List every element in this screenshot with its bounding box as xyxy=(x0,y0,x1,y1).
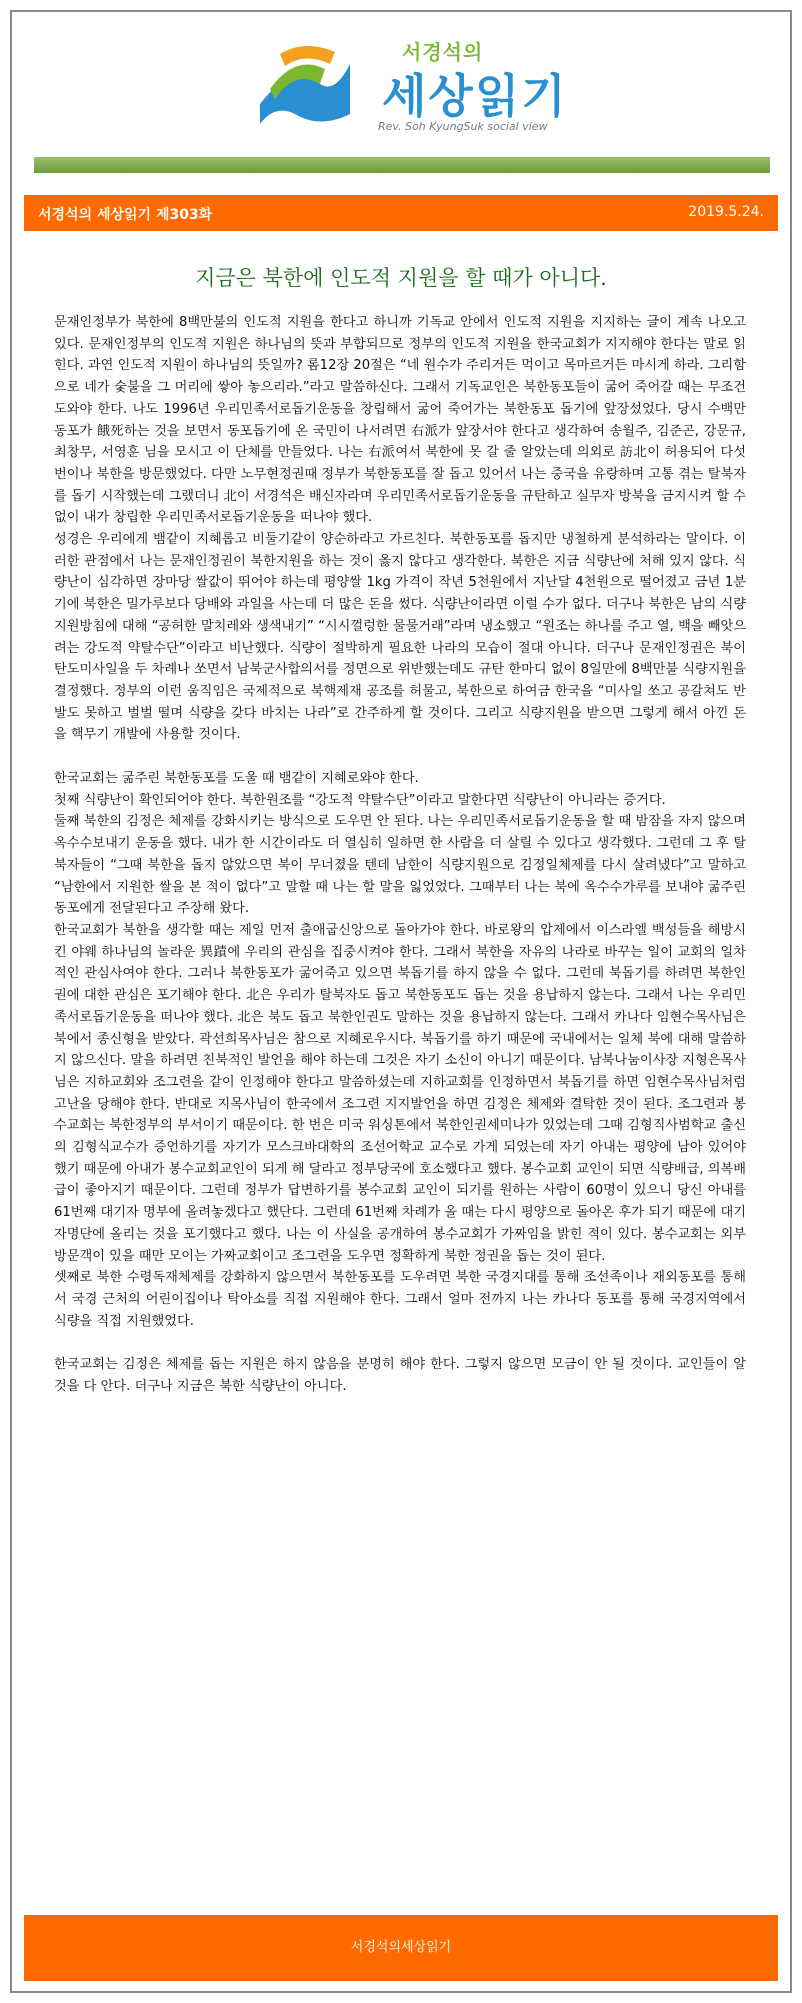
book-logo-icon xyxy=(250,34,380,144)
article-paragraph: 성경은 우리에게 뱀같이 지혜롭고 비둘기같이 양순하라고 가르친다. 북한동포를 돕지만 냉철하게 분석하라는 말이다. 이러한 관점에서 나는 문재인정권이 북한지원을 하는 것이 옳지 않다고 생각한다. 북한은 지금 식량난에 처해 있지 않다. 식량난이 심각하면 장마당 쌀값이 뛰어야 하는데 평양쌀 1kg 가격이 작년 5천원에서 지난달 4천원으로 떨어졌고 금년 1분기에 북한은 밀가루보다 당배와 과일을 사는데 더 많은 돈을 썼다. 식량난이라면 이럴 수가 없다. 더구나 북한은 남의 식량지원방침에 대해 “공허한 말치레와 생색내기” “시시껄렁한 물물거래”라며 냉소했고 “원조는 하나를 주고 열, 백을 빼앗으려는 강도적 약탈수단”이라고 비난했다. 식량이 절박하게 필요한 나라의 모습이 절대 아니다. 더구나 문재인정권은 북이 탄도미사일을 두 차례나 쏘면서 남북군사합의서를 정면으로 위반했는데도 규탄 한마디 없이 8일만에 8백만불 식량지원을 결정했다. 정부의 이런 움직임은 국제적으로 북핵제재 공조를 허물고, 북한으로 하여금 한국을 “미사일 쏘고 공갈쳐도 반발도 못하고 벌벌 떨며 식량을 갖다 바치는 나라”로 간주하게 할 것이다. 그리고 식량지원을 받으면 그렇게 해서 아낀 돈을 핵무기 개발에 사용할 것이다. xyxy=(54,532,746,743)
logo-big-text: 세상읽기 xyxy=(382,69,568,123)
page-frame xyxy=(10,10,792,1993)
article-paragraph: 첫째 식량난이 확인되어야 한다. 북한원조를 “강도적 약탈수단”이라고 말한다면 식량난이 아니라는 증거다. xyxy=(54,792,666,808)
article-paragraph: 한국교회가 북한을 생각할 때는 제일 먼저 출애굽신앙으로 돌아가야 한다. 바로왕의 압제에서 이스라엘 백성들을 해방시킨 야웨 하나님의 놀라운 異蹟에 우리의 관심을 집중시켜야 한다. 그래서 북한을 자유의 나라로 바꾸는 일이 교회의 일차적인 관심사여야 한다. 그러나 북한동포가 굶어죽고 있으면 북돕기를 하지 않을 수 없다. 그런데 북돕기를 하려면 북한인권에 대한 관심은 포기해야 한다. 北은 우리가 탈북자도 돕고 북한동포도 돕는 것을 용납하지 않는다. 그래서 나는 우리민족서로돕기운동을 떠나야 했다. 北은 북도 돕고 북한인권도 말하는 것을 용납하지 않는다. 그래서 카나다 임현수목사님은 북에서 종신형을 받았다. 곽선희목사님은 참으로 지혜로우시다. 북돕기를 하기 때문에 국내에서는 일체 북에 대해 말씀하지 않으신다. 말을 하려면 친북적인 발언을 해야 하는데 그것은 자기 소신이 아니기 때문이다. 남북나눔이사장 지형은목사님은 지하교회와 조그련을 같이 인정해야 한다고 말씀하셨는데 지하교회를 인정하면서 북돕기를 하면 임현수목사님처럼 고난을 당해야 한다. 반대로 지목사님이 한국에서 조그련 지지발언을 하면 김정은 체제와 결탁한 것이 된다. 조그련과 봉수교회는 북한정부의 부서이기 때문이다. 한 번은 미국 워싱톤에서 북한인권세미나가 있었는데 그때 김형직사범학교 출신의 김형식교수가 증언하기를 자기가 모스크바대학의 조선어학교 교수로 가게 되었는데 자기 아내는 평양에 남아 있어야 했기 때문에 아내가 봉수교회교인이 되게 해 달라고 정부당국에 호소했다고 했다. 봉수교회 교인이 되면 식량배급, 의복배급이 좋아지기 때문이다. 그런데 정부가 답변하기를 봉수교회 교인이 되기를 원하는 사람이 60명이 있으니 당신 아내를 61번째 대기자 명부에 올려놓겠다고 했단다. 그런데 61번째 차례가 올 때는 다시 평양으로 돌아온 후가 되기 때문에 대기자명단에 올리는 것을 포기했다고 했다. 나는 이 사실을 공개하여 봉수교회가 가짜임을 밝힌 적이 있다. 봉수교회는 외부 방문객이 있을 때만 모이는 가짜교회이고 조그련을 도우면 정확하게 북한 정권을 돕는 것이 된다. xyxy=(54,922,746,1264)
article-paragraph: 한국교회는 김정은 체제를 돕는 지원은 하지 않음을 분명히 해야 한다. 그렇지 않으면 모금이 안 될 것이다. 교인들이 알 것을 다 안다. 더구나 지금은 북한 식량난이 아니다. xyxy=(54,1357,746,1395)
article-paragraph: 셋째로 북한 수령독재체제를 강화하지 않으면서 북한동포를 도우려면 북한 국경지대를 통해 조선족이나 재외동포를 통해서 국경 근처의 어린이집이나 탁아소를 직접 지원해야 한다. 그래서 얼마 전까지 나는 카나다 동포를 통해 국경지역에서 식량을 직접 지원했었다. xyxy=(54,1270,746,1329)
footer-bar xyxy=(24,1915,778,1981)
article-body xyxy=(54,312,746,1398)
logo-subtitle: Rev. Soh KyungSuk social view xyxy=(378,120,548,133)
site-header xyxy=(12,12,790,174)
logo[interactable] xyxy=(250,34,580,144)
article-paragraph: 둘째 북한의 김정은 체제를 강화시키는 방식으로 도우면 안 된다. 나는 우리민족서로돕기운동을 할 때 밤잠을 자지 않으며 옥수수보내기 운동을 했다. 내가 한 시간이라도 더 열심히 일하면 한 사람을 더 살릴 수 있다고 생각했다. 그런데 그 후 탈북자들이 “그때 북한을 돕지 않았으면 북이 무너졌을 텐데 남한이 식량지원으로 김정일체제를 다시 살려냈다”고 말하고 “남한에서 지원한 쌀을 본 적이 없다”고 말할 때 나는 할 말을 잃었었다. 그때부터 나는 북에 옥수수가루를 보내야 굶주린 동포에게 전달된다고 주장해 왔다. xyxy=(54,814,746,917)
series-label: 서경석의 세상읽기 제303화 xyxy=(38,207,213,223)
paragraph-gap xyxy=(54,1332,746,1354)
article-paragraph: 한국교회는 굶주린 북한동포를 도울 때 뱀같이 지혜로와야 한다. xyxy=(54,771,419,787)
date-label: 2019.5.24. xyxy=(688,204,764,220)
grass-decoration xyxy=(34,157,770,173)
series-bar xyxy=(24,195,778,231)
paragraph-gap xyxy=(54,746,746,768)
article-paragraph: 문재인정부가 북한에 8백만불의 인도적 지원을 한다고 하니까 기독교 안에서 인도적 지원을 지지하는 글이 계속 나오고 있다. 문재인정부의 인도적 지원은 하나님의 뜻과 부합되므로 정부의 인도적 지원을 한국교회가 지지해야 한다는 말로 읽힌다. 과연 인도적 지원이 하나님의 뜻일까? 롬12장 20절은 “네 원수가 주리거든 먹이고 목마르거든 마시게 하라. 그리함으로 네가 숯불을 그 머리에 쌓아 놓으리라.”라고 말씀하신다. 그래서 기독교인은 북한동포들이 굶어 죽어갈 때는 무조건 도와야 한다. 나도 1996년 우리민족서로돕기운동을 창립해서 굶어 죽어가는 북한동포 돕기에 앞장섰었다. 당시 수백만 동포가 餓死하는 것을 보면서 동포돕기에 온 국민이 나서려면 右派가 앞장서야 한다고 생각하여 송월주, 김준곤, 강문규, 최창무, 서영훈 님을 모시고 이 단체를 만들었다. 나는 右派여서 북한에 못 갈 줄 알았는데 의외로 訪北이 허용되어 다섯 번이나 북한을 방문했었다. 다만 노무현정권때 정부가 북한동포를 잘 돕고 있어서 나는 중국을 유랑하며 고통 겪는 탈북자를 돕기 시작했는데 그랬더니 北이 서경석은 배신자라며 우리민족서로돕기운동을 규탄하고 실무자 방북을 금지시켜 할 수 없이 내가 창립한 우리민족서로돕기운동을 떠나야 했다. xyxy=(54,315,746,526)
article-title: 지금은 북한에 인도적 지원을 할 때가 아니다. xyxy=(195,266,607,290)
footer-label: 서경석의세상읽기 xyxy=(350,1940,452,1955)
logo-small-text: 서경석의 xyxy=(402,40,484,64)
